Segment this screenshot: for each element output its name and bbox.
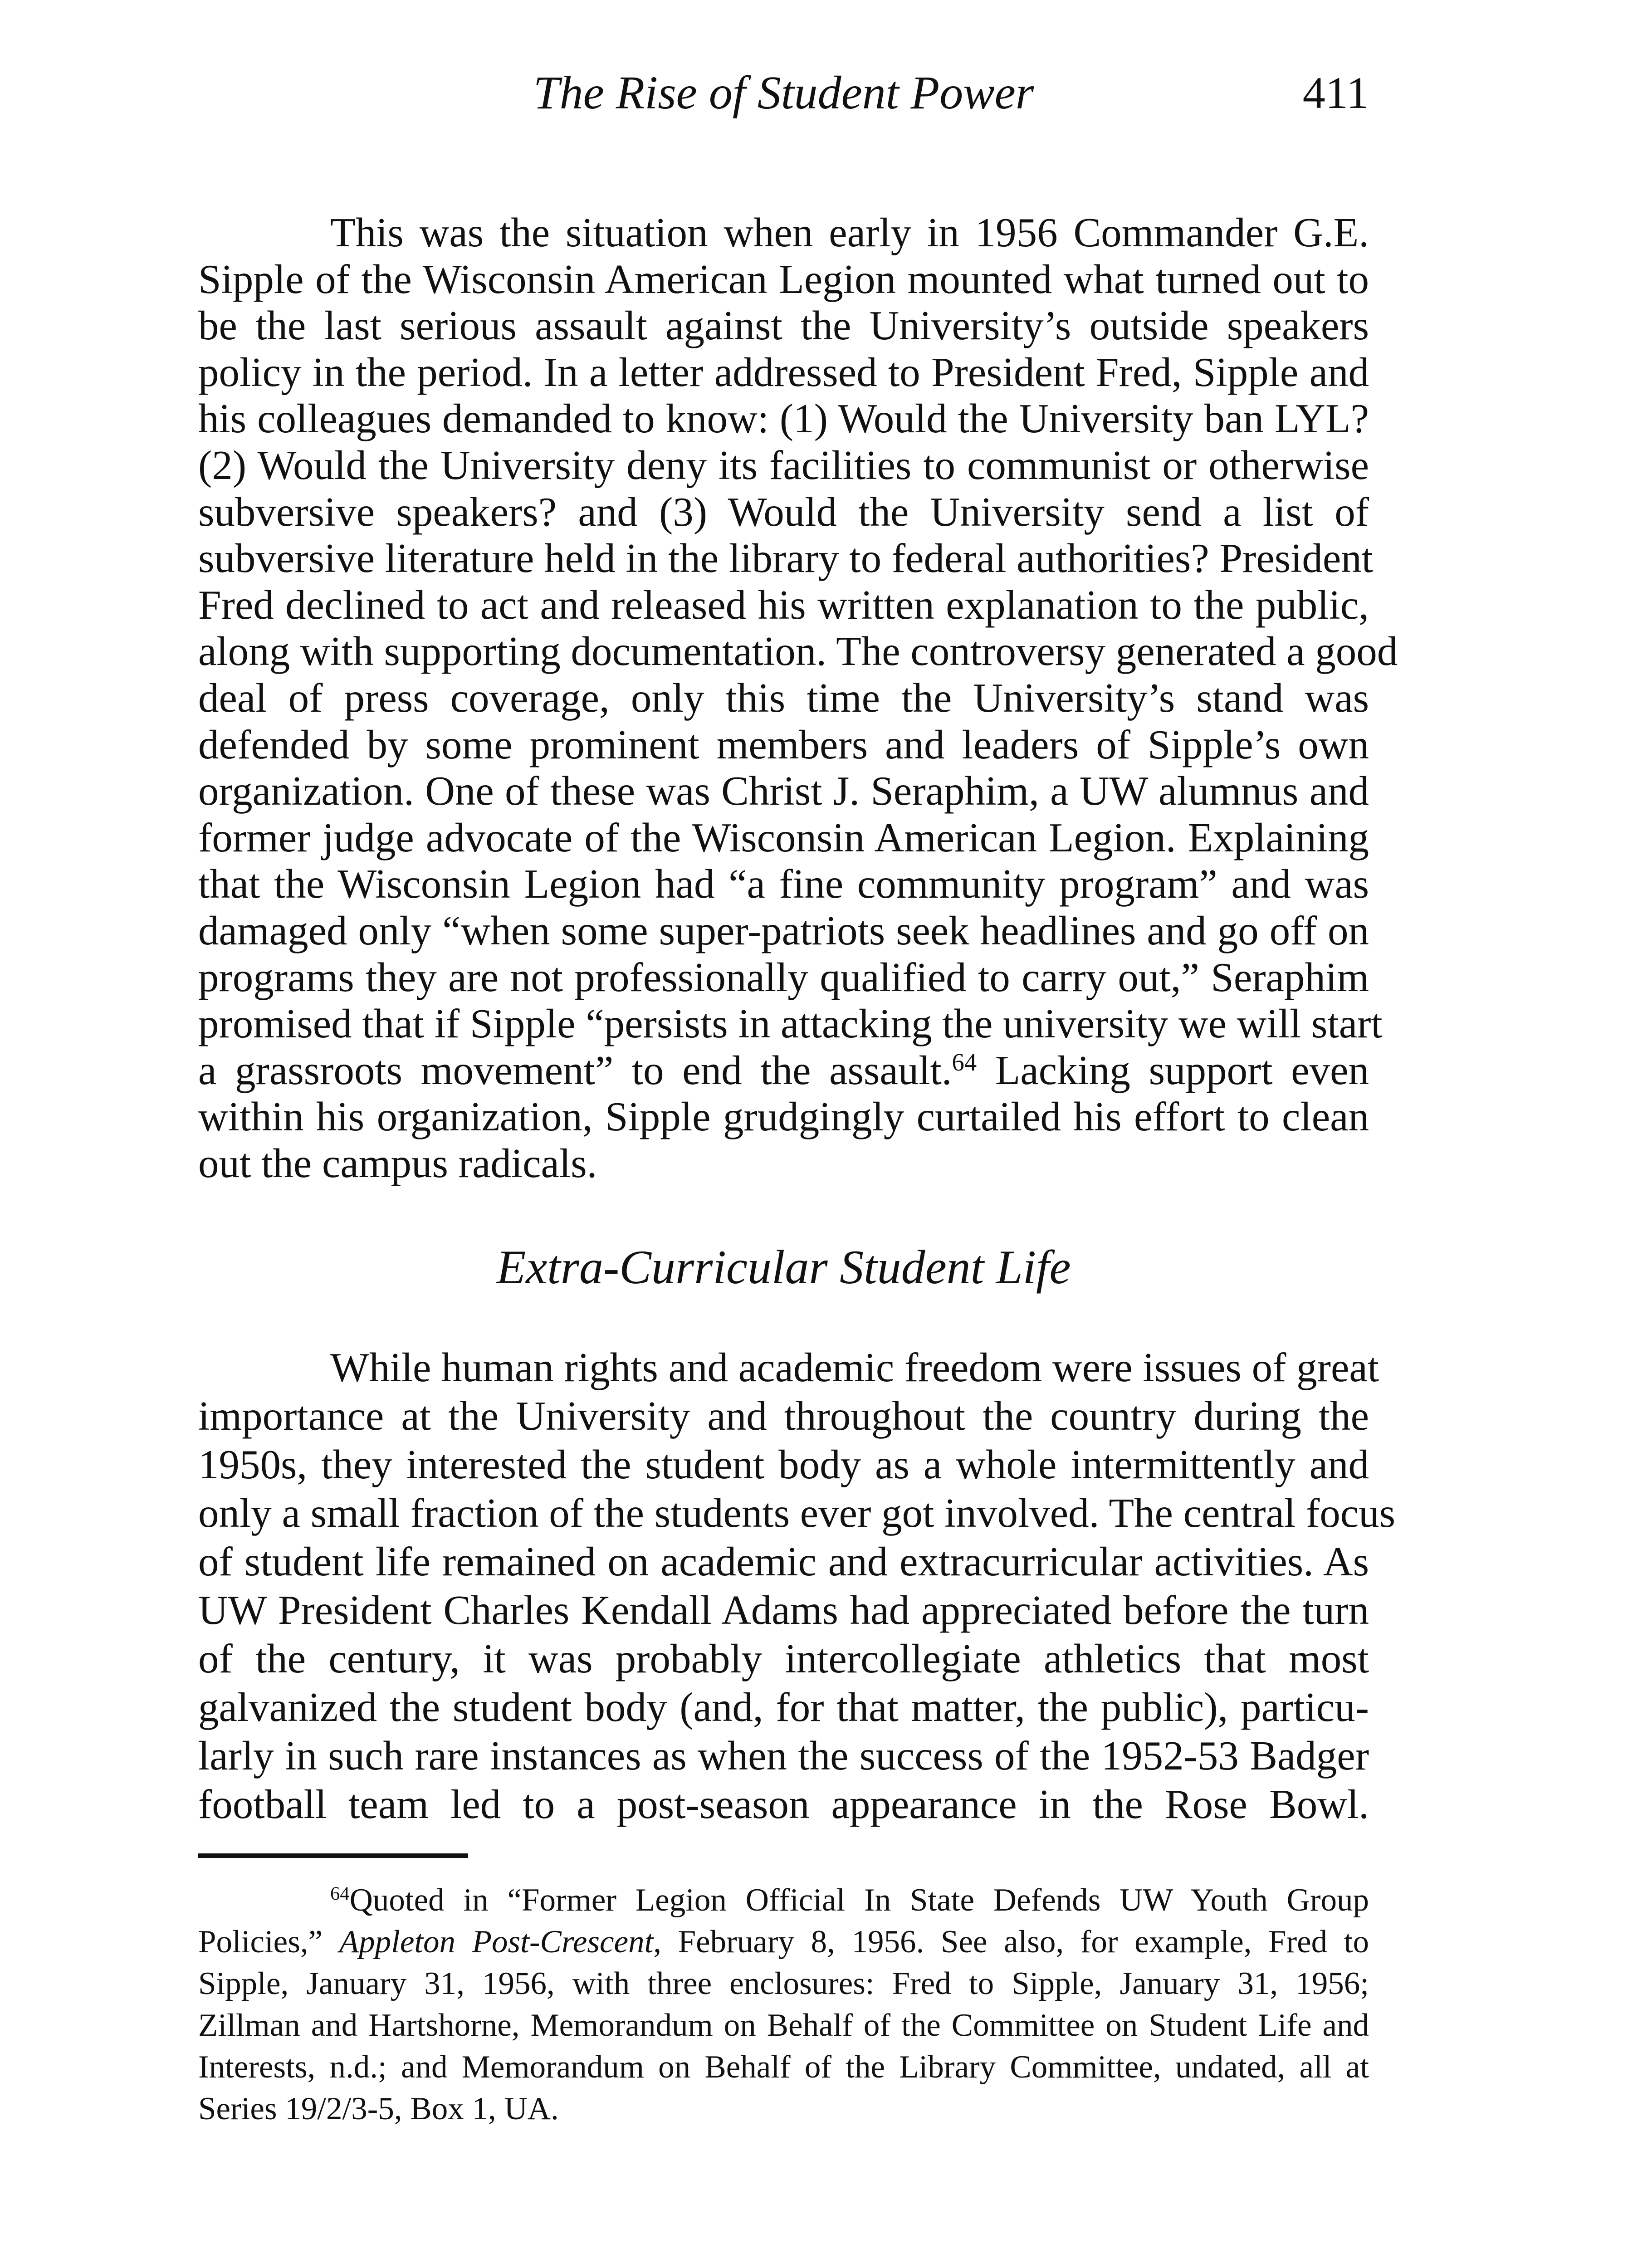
text-line: programs they are not professionally qualified to carry out,” Seraphim [198, 954, 1369, 1000]
text-line [198, 1879, 1369, 1921]
text-segment: , February 8, 1956. See also, for example, Fred to [653, 1924, 1369, 1960]
text-line: of student life remained on academic and extracurricular activities. As [198, 1539, 1369, 1585]
page-number: 411 [1302, 68, 1369, 118]
running-title: The Rise of Student Power [533, 67, 1034, 119]
text-line: deal of press coverage, only this time the University’s stand was [198, 675, 1369, 721]
footnote-marker: 64 [330, 1883, 350, 1905]
text-line: football team led to a post-season appearance in the Rose Bowl. [198, 1781, 1369, 1828]
text-line: organization. One of these was Christ J. Seraphim, a UW alumnus and [198, 768, 1369, 814]
text-line: importance at the University and throughout the country during the [198, 1393, 1369, 1439]
paragraph-2 [198, 1343, 1396, 1828]
text-line: along with supporting documentation. The controversy generated a good [198, 628, 1398, 675]
text-line: Interests, n.d.; and Memorandum on Behalf of the Library Committee, undated, all at [198, 2049, 1369, 2085]
text-line [198, 1921, 1369, 1963]
text-line: UW President Charles Kendall Adams had appreciated before the turn [198, 1587, 1369, 1633]
text-line: former judge advocate of the Wisconsin American Legion. Explaining [198, 814, 1369, 860]
text-line: only a small fraction of the students ever got involved. The central focus [198, 1490, 1396, 1536]
paragraph-1 [198, 210, 1398, 1187]
text-line: be the last serious assault against the University’s outside speakers [198, 303, 1369, 349]
text-line: within his organization, Sipple grudgingly curtailed his effort to clean [198, 1094, 1369, 1140]
text-line: damaged only “when some super-patriots seek headlines and go off on [198, 907, 1369, 953]
text-segment: a grassroots movement” to end the assault. [198, 1047, 952, 1093]
text-line: defended by some prominent members and leaders of Sipple’s own [198, 721, 1369, 767]
publication-title: Appleton Post-Crescent [339, 1924, 654, 1960]
text-segment: Lacking support even [977, 1047, 1369, 1093]
text-line: larly in such rare instances as when the success of the 1952-53 Badger [198, 1733, 1369, 1779]
text-line: (2) Would the University deny its facilities to communist or otherwise [198, 442, 1369, 488]
text-line: Sipple, January 31, 1956, with three enclosures: Fred to Sipple, January 31, 1956; [198, 1966, 1369, 2002]
text-line: Sipple of the Wisconsin American Legion mounted what turned out to [198, 256, 1369, 302]
text-line: Zillman and Hartshorne, Memorandum on Behalf of the Committee on Student Life and [198, 2008, 1369, 2043]
text-line: policy in the period. In a letter addressed to President Fred, Sipple and [198, 349, 1369, 395]
footnote-divider [198, 1853, 468, 1858]
text-line: subversive literature held in the library to federal authorities? President [198, 535, 1374, 582]
text-line: subversive speakers? and (3) Would the University send a list of [198, 489, 1369, 535]
section-heading: Extra-Curricular Student Life [496, 1241, 1071, 1294]
page-header [198, 64, 1369, 122]
text-line: promised that if Sipple “persists in attacking the university we will start [198, 1001, 1383, 1047]
text-line: While human rights and academic freedom were issues of great [330, 1344, 1379, 1391]
text-line: Series 19/2/3-5, Box 1, UA. [198, 2091, 559, 2127]
footnote-reference[interactable]: 64 [952, 1048, 977, 1076]
text-line: of the century, it was probably intercollegiate athletics that most [198, 1636, 1369, 1682]
text-line: his colleagues demanded to know: (1) Would the University ban LYL? [198, 396, 1369, 442]
text-segment: Quoted in “Former Legion Official In State Defends UW Youth Group [349, 1882, 1369, 1918]
text-line: 1950s, they interested the student body as a whole intermittently and [198, 1442, 1369, 1488]
text-line: out the campus radicals. [198, 1140, 597, 1186]
text-line: This was the situation when early in 1956 Commander G.E. [330, 210, 1369, 255]
text-line: galvanized the student body (and, for that matter, the public), particu- [198, 1684, 1369, 1730]
text-line: that the Wisconsin Legion had “a fine community program” and was [198, 861, 1369, 907]
text-line [198, 1047, 1369, 1094]
text-line: Fred declined to act and released his written explanation to the public, [198, 582, 1369, 628]
footnote [198, 1879, 1369, 2130]
text-segment: Policies,” [198, 1924, 339, 1960]
